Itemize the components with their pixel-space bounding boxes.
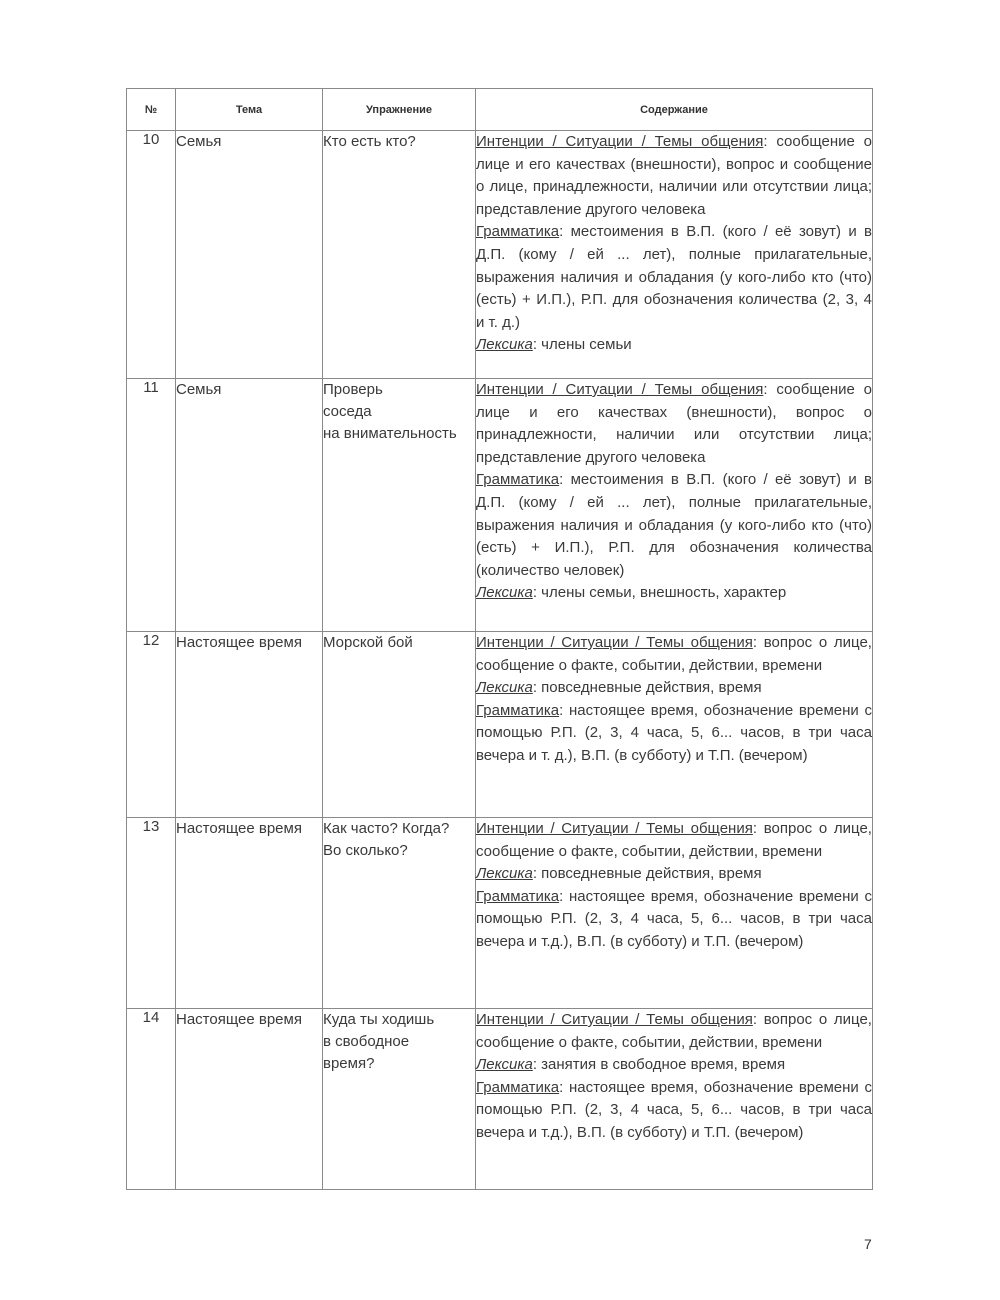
lexis-para: Лексика: повседневные действия, время (476, 679, 762, 697)
intentions-para: Интенции / Ситуации / Темы общения: вопрос о лице, сообщение о факте, событии, действии, времени (476, 634, 872, 674)
lexis-label: Лексика (476, 336, 533, 354)
header-topic: Тема (176, 89, 323, 131)
intentions-label: Интенции / Ситуации / Темы общения (476, 133, 764, 150)
lexis-para: Лексика: занятия в свободное время, время (476, 1056, 786, 1074)
table-row (127, 131, 873, 379)
lexis-para: Лексика: члены семьи, внешность, характер (476, 584, 787, 602)
intentions-para: Интенции / Ситуации / Темы общения: вопрос о лице, сообщение о факте, событии, действии, времени (476, 1011, 872, 1051)
grammar-label: Грамматика (476, 887, 560, 905)
row-number: 11 (127, 379, 176, 632)
row-content (476, 131, 873, 379)
header-number: № (127, 89, 176, 131)
intentions-text: вопрос о лице, сообщение о факте, событии, действии, времени (476, 1011, 872, 1051)
exercise-line: в свободное (323, 1033, 410, 1050)
lexis-label: Лексика (476, 865, 533, 883)
table-row (127, 1009, 873, 1190)
lexis-text: занятия в свободное время, время (541, 1056, 786, 1074)
grammar-label: Грамматика (476, 223, 560, 241)
lexis-text: члены семьи (541, 336, 632, 354)
intentions-para: Интенции / Ситуации / Темы общения: сообщение о лице и его качествах (внешности), вопрос о принадлежности, наличии или отсутствии лица; представление другого человека (476, 381, 872, 466)
header-content: Содержание (476, 89, 873, 131)
intentions-text: вопрос о лице, сообщение о факте, событии, действии, времени (476, 634, 872, 674)
grammar-para: Грамматика: местоимения в В.П. (кого / её зовут) и в Д.П. (кому / ей ... лет), полные прилагательные, выражения наличия и обладания (у кого-либо кто (что) (есть) + И.П.), Р.П. для обозначения количества (2, 3, 4 и т. д.) (476, 223, 872, 331)
row-content (476, 632, 873, 818)
intentions-label: Интенции / Ситуации / Темы общения (476, 381, 764, 398)
grammar-para: Грамматика: настоящее время, обозначение времени с помощью Р.П. (2, 3, 4 часа, 5, 6... часов, в три часа вечера и т. д.), В.П. (в субботу) и Т.П. (вечером) (476, 701, 872, 764)
intentions-label: Интенции / Ситуации / Темы общения (476, 1011, 753, 1028)
lexis-text: члены семьи, внешность, характер (541, 584, 787, 602)
lexis-text: повседневные действия, время (541, 865, 762, 883)
header-exercise: Упражнение (323, 89, 476, 131)
grammar-text: настоящее время, обозначение времени с помощью Р.П. (2, 3, 4 часа, 5, 6... часов, в три часа вечера и т. д.), В.П. (в субботу) и Т.П. (вечером) (476, 701, 872, 764)
grammar-para: Грамматика: местоимения в В.П. (кого / её зовут) и в Д.П. (кому / ей ... лет), полные прилагательные, выражения наличия и обладания (у кого-либо кто (что) (есть) + И.П.), Р.П. для обозначения количества (количество человек) (476, 471, 872, 579)
lexis-text: повседневные действия, время (541, 679, 762, 697)
intentions-label: Интенции / Ситуации / Темы общения (476, 820, 753, 837)
row-number: 14 (127, 1009, 176, 1190)
row-content (476, 1009, 873, 1190)
row-topic: Настоящее время (176, 818, 323, 1009)
exercise-line: Проверь (323, 381, 383, 398)
lesson-plan-table (126, 88, 873, 1190)
grammar-text: настоящее время, обозначение времени с помощью Р.П. (2, 3, 4 часа, 5, 6... часов, в три часа вечера и т.д.), В.П. (в субботу) и Т.П. (вечером) (476, 887, 872, 950)
row-topic: Семья (176, 379, 323, 632)
grammar-text: настоящее время, обозначение времени с помощью Р.П. (2, 3, 4 часа, 5, 6... часов, в три часа вечера и т.д.), В.П. (в субботу) и Т.П. (вечером) (476, 1078, 872, 1141)
intentions-label: Интенции / Ситуации / Темы общения (476, 634, 753, 651)
row-exercise (323, 131, 476, 379)
intentions-text: сообщение о лице и его качествах (внешности), вопрос о принадлежности, наличии или отсутствии лица; представление другого человека (476, 381, 872, 466)
row-content (476, 818, 873, 1009)
exercise-line: на внимательность (323, 425, 457, 442)
row-number: 13 (127, 818, 176, 1009)
row-exercise (323, 632, 476, 818)
row-number: 10 (127, 131, 176, 379)
row-exercise (323, 1009, 476, 1190)
grammar-text: местоимения в В.П. (кого / её зовут) и в Д.П. (кому / ей ... лет), полные прилагательные, выражения наличия и обладания (у кого-либо кто (что) (есть) + И.П.), Р.П. для обозначения количества (количество человек) (476, 471, 872, 579)
row-topic: Настоящее время (176, 1009, 323, 1190)
exercise-line: Во сколько? (323, 842, 408, 859)
grammar-label: Грамматика (476, 701, 560, 719)
table-row (127, 379, 873, 632)
grammar-text: местоимения в В.П. (кого / её зовут) и в Д.П. (кому / ей ... лет), полные прилагательные, выражения наличия и обладания (у кого-либо кто (что) (есть) + И.П.), Р.П. для обозначения количества (2, 3, 4 и т. д.) (476, 223, 872, 331)
exercise-line: Как часто? Когда? (323, 820, 450, 837)
lexis-para: Лексика: повседневные действия, время (476, 865, 762, 883)
grammar-para: Грамматика: настоящее время, обозначение времени с помощью Р.П. (2, 3, 4 часа, 5, 6... часов, в три часа вечера и т.д.), В.П. (в субботу) и Т.П. (вечером) (476, 1078, 872, 1141)
intentions-para: Интенции / Ситуации / Темы общения: вопрос о лице, сообщение о факте, событии, действии, времени (476, 820, 872, 860)
row-topic: Настоящее время (176, 632, 323, 818)
intentions-text: вопрос о лице, сообщение о факте, событии, действии, времени (476, 820, 872, 860)
row-topic: Семья (176, 131, 323, 379)
grammar-label: Грамматика (476, 1078, 560, 1096)
exercise-line: Морской бой (323, 634, 413, 651)
row-number: 12 (127, 632, 176, 818)
row-exercise (323, 379, 476, 632)
lexis-label: Лексика (476, 1056, 533, 1074)
row-content (476, 379, 873, 632)
table-row (127, 818, 873, 1009)
table-header-row (127, 89, 873, 131)
intentions-text: сообщение о лице и его качествах (внешности), вопрос и сообщение о лице, принадлежности, наличии или отсутствии лица; представление другого человека (476, 133, 872, 218)
intentions-para: Интенции / Ситуации / Темы общения: сообщение о лице и его качествах (внешности), вопрос и сообщение о лице, принадлежности, наличии или отсутствии лица; представление другого человека (476, 133, 872, 218)
grammar-para: Грамматика: настоящее время, обозначение времени с помощью Р.П. (2, 3, 4 часа, 5, 6... часов, в три часа вечера и т.д.), В.П. (в субботу) и Т.П. (вечером) (476, 887, 872, 950)
exercise-line: соседа (323, 403, 372, 420)
page-number: 7 (864, 1236, 872, 1252)
exercise-line: Куда ты ходишь (323, 1011, 435, 1028)
lexis-label: Лексика (476, 584, 533, 602)
lexis-label: Лексика (476, 679, 533, 697)
grammar-label: Грамматика (476, 471, 560, 489)
lexis-para: Лексика: члены семьи (476, 336, 632, 354)
table-row (127, 632, 873, 818)
exercise-line: Кто есть кто? (323, 133, 416, 150)
row-exercise (323, 818, 476, 1009)
exercise-line: время? (323, 1055, 375, 1072)
